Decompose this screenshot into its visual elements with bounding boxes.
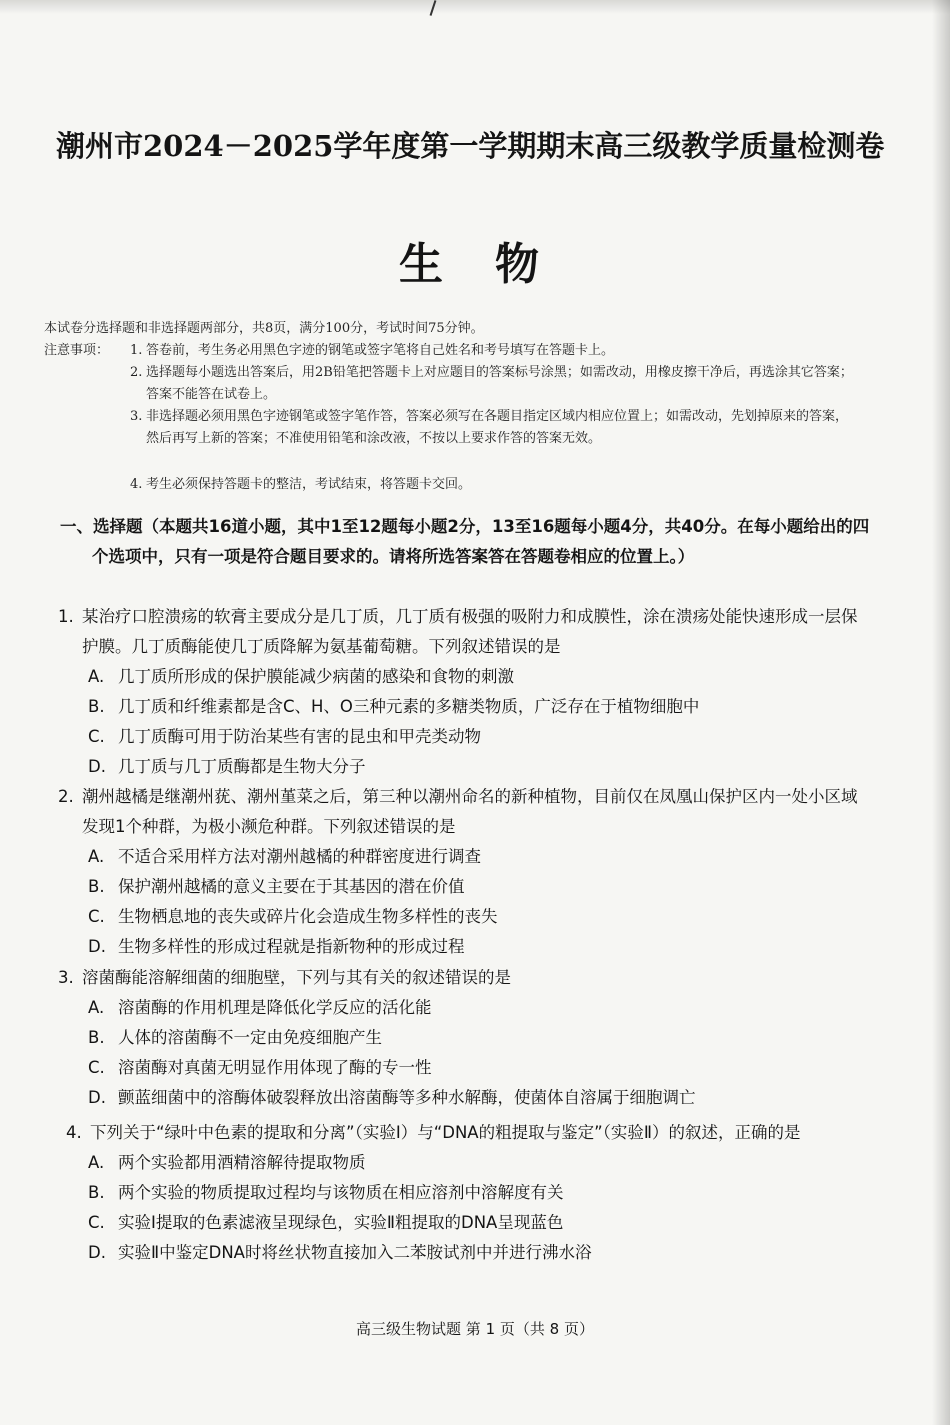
option-d	[58, 932, 858, 962]
option-d	[58, 752, 858, 782]
option-text: 实验Ⅰ提取的色素滤液呈现绿色，实验Ⅱ粗提取的DNA呈现蓝色	[118, 1213, 564, 1232]
question-number: 1.	[58, 607, 74, 626]
option-text: 溶菌酶对真菌无明显作用体现了酶的专一性	[118, 1058, 432, 1077]
option-c	[58, 1053, 858, 1083]
section-heading-text: 一、选择题（本题共16道小题，其中1至12题每小题2分，13至16题每小题4分，共40分。在每小题给出的四个选项中，只有一项是符合题目要求的。请将所选答案答在答题卷相应的位置上。）	[60, 517, 870, 566]
question-2	[58, 782, 858, 962]
option-label: A.	[88, 998, 105, 1017]
option-text: 几丁质所形成的保护膜能减少病菌的感染和食物的刺激	[118, 667, 514, 686]
scan-top-shadow	[0, 0, 950, 14]
question-stem	[58, 782, 858, 842]
option-text: 溶菌酶的作用机理是降低化学反应的活化能	[118, 998, 432, 1017]
question-stem-text: 潮州越橘是继潮州莸、潮州堇菜之后，第三种以潮州命名的新种植物，目前仅在凤凰山保护区内一处小区域发现1个种群，为极小濒危种群。下列叙述错误的是	[82, 787, 858, 836]
question-stem	[66, 1118, 866, 1148]
option-label: D.	[88, 937, 106, 956]
option-text: 生物多样性的形成过程就是指新物种的形成过程	[118, 937, 465, 956]
question-stem	[58, 963, 858, 993]
option-label: A.	[88, 667, 105, 686]
option-text: 生物栖息地的丧失或碎片化会造成生物多样性的丧失	[118, 907, 498, 926]
note-item	[130, 406, 860, 450]
option-text: 人体的溶菌酶不一定由免疫细胞产生	[118, 1028, 382, 1047]
exam-intro: 本试卷分选择题和非选择题两部分，共8页，满分100分，考试时间75分钟。	[44, 321, 484, 336]
option-label: B.	[88, 697, 105, 716]
note-text: 考生必须保持答题卡的整洁，考试结束，将答题卡交回。	[146, 477, 472, 492]
question-number: 2.	[58, 787, 74, 806]
option-c	[58, 902, 858, 932]
option-label: D.	[88, 1088, 106, 1107]
note-item	[130, 474, 860, 496]
question-stem	[58, 602, 858, 662]
option-label: A.	[88, 1153, 105, 1172]
option-b	[58, 872, 858, 902]
option-label: C.	[88, 727, 105, 746]
option-a	[58, 993, 858, 1023]
note-item	[130, 340, 860, 362]
question-number: 3.	[58, 968, 74, 987]
option-label: B.	[88, 1028, 105, 1047]
subject-title: 生物	[399, 239, 591, 290]
option-label: B.	[88, 877, 105, 896]
option-c	[58, 722, 858, 752]
notes-label: 注意事项：	[44, 343, 110, 358]
note-number: 2.	[130, 365, 143, 380]
note-text: 答卷前，考生务必用黑色字迹的钢笔或签字笔将自己姓名和考号填写在答题卡上。	[146, 343, 615, 358]
exam-title: 潮州市2024－2025学年度第一学期期末高三级教学质量检测卷	[56, 129, 885, 163]
option-label: C.	[88, 1213, 105, 1232]
option-b	[58, 692, 858, 722]
option-label: A.	[88, 847, 105, 866]
note-item	[130, 362, 860, 406]
note-number: 1.	[130, 343, 143, 358]
option-label: C.	[88, 1058, 105, 1077]
option-label: D.	[88, 1243, 106, 1262]
option-b	[58, 1023, 858, 1053]
note-number: 4.	[130, 477, 143, 492]
note-number: 3.	[130, 409, 143, 424]
option-text: 保护潮州越橘的意义主要在于其基因的潜在价值	[118, 877, 465, 896]
section-heading	[60, 512, 870, 572]
option-text: 不适合采用样方法对潮州越橘的种群密度进行调查	[118, 847, 481, 866]
option-text: 几丁质酶可用于防治某些有害的昆虫和甲壳类动物	[118, 727, 481, 746]
option-text: 两个实验的物质提取过程均与该物质在相应溶剂中溶解度有关	[118, 1183, 564, 1202]
option-a	[58, 842, 858, 872]
option-label: B.	[88, 1183, 105, 1202]
option-d	[58, 1083, 858, 1113]
option-text: 几丁质和纤维素都是含C、H、O三种元素的多糖类物质，广泛存在于植物细胞中	[118, 697, 700, 716]
question-number: 4.	[66, 1123, 82, 1142]
scan-edge-shadow	[932, 0, 950, 1425]
note-text: 选择题每小题选出答案后，用2B铅笔把答题卡上对应题目的答案标号涂黑；如需改动，用橡皮擦干净后，再选涂其它答案；答案不能答在试卷上。	[146, 365, 853, 402]
question-stem-text: 某治疗口腔溃疡的软膏主要成分是几丁质，几丁质有极强的吸附力和成膜性，涂在溃疡处能快速形成一层保护膜。几丁质酶能使几丁质降解为氨基葡萄糖。下列叙述错误的是	[82, 607, 858, 656]
option-b	[66, 1178, 866, 1208]
option-c	[66, 1208, 866, 1238]
option-label: C.	[88, 907, 105, 926]
question-1	[58, 602, 858, 782]
question-stem-text: 下列关于“绿叶中色素的提取和分离”（实验Ⅰ）与“DNA的粗提取与鉴定”（实验Ⅱ）的叙述，正确的是	[90, 1123, 801, 1142]
option-a	[58, 662, 858, 692]
option-a	[66, 1148, 866, 1178]
option-label: D.	[88, 757, 106, 776]
option-text: 实验Ⅱ中鉴定DNA时将丝状物直接加入二苯胺试剂中并进行沸水浴	[118, 1243, 592, 1262]
question-stem-text: 溶菌酶能溶解细菌的细胞壁，下列与其有关的叙述错误的是	[82, 968, 511, 987]
note-text: 非选择题必须用黑色字迹钢笔或签字笔作答，答案必须写在各题目指定区域内相应位置上；如需改动，先划掉原来的答案，然后再写上新的答案；不准使用铅笔和涂改液，不按以上要求作答的答案无效。	[146, 409, 849, 446]
option-text: 两个实验都用酒精溶解待提取物质	[118, 1153, 366, 1172]
question-3	[58, 963, 858, 1113]
option-d	[66, 1238, 866, 1268]
option-text: 颤蓝细菌中的溶酶体破裂释放出溶菌酶等多种水解酶，使菌体自溶属于细胞调亡	[118, 1088, 696, 1107]
question-4	[66, 1118, 866, 1268]
page-footer: 高三级生物试题 第 1 页（共 8 页）	[356, 1320, 594, 1338]
option-text: 几丁质与几丁质酶都是生物大分子	[118, 757, 366, 776]
